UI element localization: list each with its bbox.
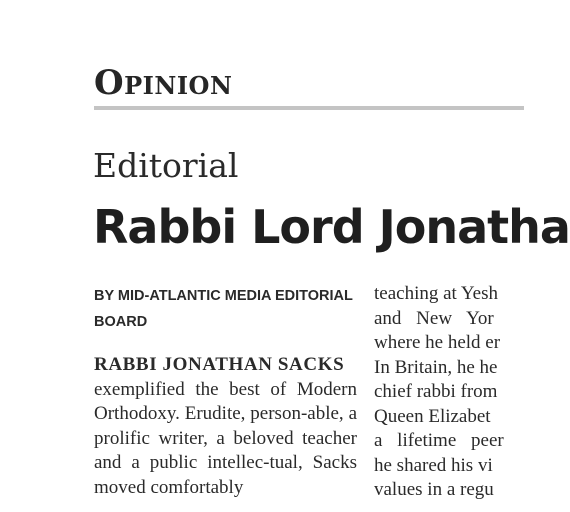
section-divider [94,106,524,110]
article-line: and New Yor [374,307,494,329]
article-line: where he held er [374,332,501,353]
article-line: values in a regu [374,479,494,500]
article-lead-in: RABBI JONATHAN SACKS [94,354,345,375]
article-line: teaching at Yesh [374,283,499,304]
section-label: Opinion [94,63,233,103]
article-byline: BY MID-ATLANTIC MEDIA EDITORIAL BOARD [94,288,353,330]
article-column-left [94,283,357,500]
article-line: he shared his vi [374,454,493,476]
article-column-right [374,282,524,503]
article-line: a lifetime peer [374,430,504,451]
article-headline: Rabbi Lord Jonatha [93,200,570,254]
article-line: Queen Elizabet [374,405,491,427]
article-line: chief rabbi from [374,381,498,402]
article-body-left [94,353,357,500]
article-kicker: Editorial [93,146,239,185]
article-body-left-text: exemplified the best of Modern Orthodoxy. Erudite, person-able, a prolific writer, a beloved teacher and a public intellec-tual, Sacks moved comfortably [94,378,357,498]
article-line: In Britain, he he [374,356,498,378]
